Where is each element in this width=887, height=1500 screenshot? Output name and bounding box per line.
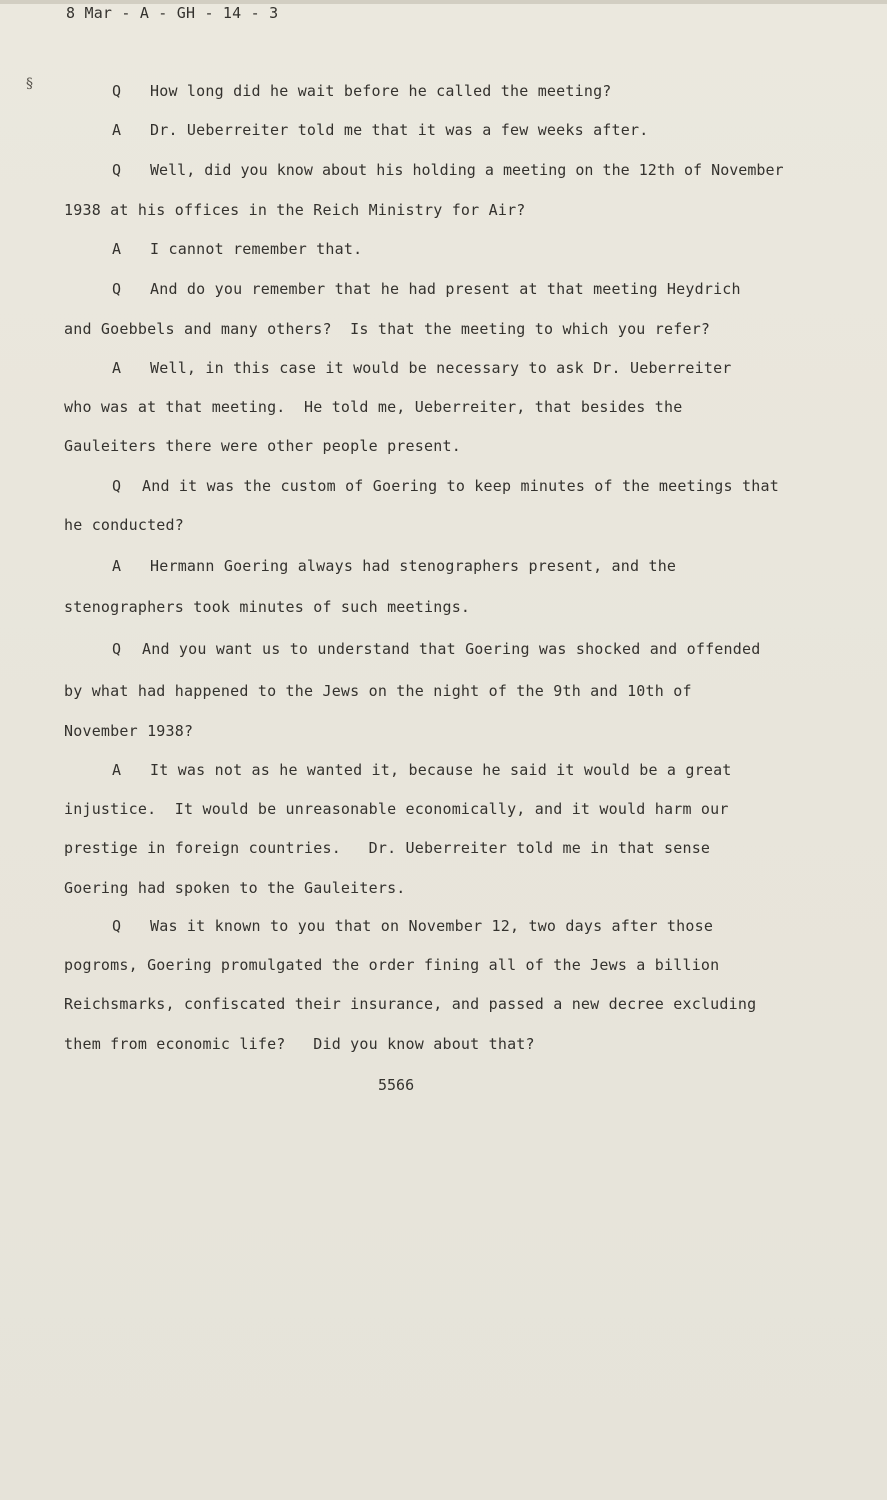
page-number: 5566	[378, 1076, 415, 1094]
line-text: And you want us to understand that Goering was shocked and offended	[142, 640, 761, 658]
line-text: November 1938?	[64, 722, 194, 740]
line-text: pogroms, Goering promulgated the order fining all of the Jews a billion	[64, 956, 720, 974]
line-text: Goering had spoken to the Gauleiters.	[64, 879, 406, 897]
line-text: 1938 at his offices in the Reich Ministry for Air?	[64, 201, 526, 219]
speaker-label: Q	[112, 161, 122, 179]
transcript-line	[0, 359, 887, 383]
line-text: Reichsmarks, confiscated their insurance, and passed a new decree excluding	[64, 995, 757, 1013]
line-text: he conducted?	[64, 516, 184, 534]
line-text: who was at that meeting. He told me, Ueberreiter, that besides the	[64, 398, 683, 416]
speaker-label: A	[112, 121, 122, 139]
line-text: Hermann Goering always had stenographers present, and the	[150, 557, 677, 575]
speaker-label: Q	[112, 280, 122, 298]
line-text: Gauleiters there were other people present.	[64, 437, 461, 455]
line-text: And it was the custom of Goering to keep minutes of the meetings that	[142, 477, 779, 495]
speaker-label: A	[112, 557, 122, 575]
transcript-line	[0, 598, 887, 622]
speaker-label: Q	[112, 640, 122, 658]
line-text: by what had happened to the Jews on the night of the 9th and 10th of	[64, 682, 692, 700]
line-text: Well, did you know about his holding a meeting on the 12th of November	[150, 161, 784, 179]
transcript-line	[0, 800, 887, 824]
line-text: prestige in foreign countries. Dr. Ueberreiter told me in that sense	[64, 839, 711, 857]
transcript-line	[0, 161, 887, 185]
transcript-line	[0, 437, 887, 461]
transcript-line	[0, 201, 887, 225]
transcript-line	[0, 839, 887, 863]
speaker-label: Q	[112, 477, 122, 495]
line-text: It was not as he wanted it, because he said it would be a great	[150, 761, 732, 779]
speaker-label: A	[112, 761, 122, 779]
line-text: Was it known to you that on November 12, two days after those	[150, 917, 714, 935]
transcript-line	[0, 516, 887, 540]
line-text: them from economic life? Did you know about that?	[64, 1035, 535, 1053]
transcript-line	[0, 879, 887, 903]
speaker-label: Q	[112, 917, 122, 935]
transcript-line	[0, 477, 887, 501]
line-text: And do you remember that he had present at that meeting Heydrich	[150, 280, 741, 298]
transcript-line	[0, 557, 887, 581]
line-text: I cannot remember that.	[150, 240, 363, 258]
transcript-line	[0, 398, 887, 422]
speaker-label: A	[112, 359, 122, 377]
transcript-line	[0, 761, 887, 785]
line-text: Well, in this case it would be necessary to ask Dr. Ueberreiter	[150, 359, 732, 377]
margin-mark: §	[26, 76, 33, 92]
speaker-label: A	[112, 240, 122, 258]
transcript-line	[0, 682, 887, 706]
line-text: stenographers took minutes of such meetings.	[64, 598, 471, 616]
transcript-line	[0, 240, 887, 264]
line-text: How long did he wait before he called the meeting?	[150, 82, 612, 100]
transcript-line	[0, 1035, 887, 1059]
line-text: injustice. It would be unreasonable economically, and it would harm our	[64, 800, 729, 818]
transcript-line	[0, 995, 887, 1019]
transcript-line	[0, 722, 887, 746]
transcript-line	[0, 956, 887, 980]
speaker-label: Q	[112, 82, 122, 100]
transcript-line	[0, 917, 887, 941]
transcript-line	[0, 320, 887, 344]
line-text: Dr. Ueberreiter told me that it was a few weeks after.	[150, 121, 649, 139]
transcript-line	[0, 280, 887, 304]
document-header: 8 Mar - A - GH - 14 - 3	[66, 4, 279, 22]
transcript-line	[0, 640, 887, 664]
line-text: and Goebbels and many others? Is that the meeting to which you refer?	[64, 320, 711, 338]
transcript-line	[0, 121, 887, 145]
transcript-line	[0, 82, 887, 106]
